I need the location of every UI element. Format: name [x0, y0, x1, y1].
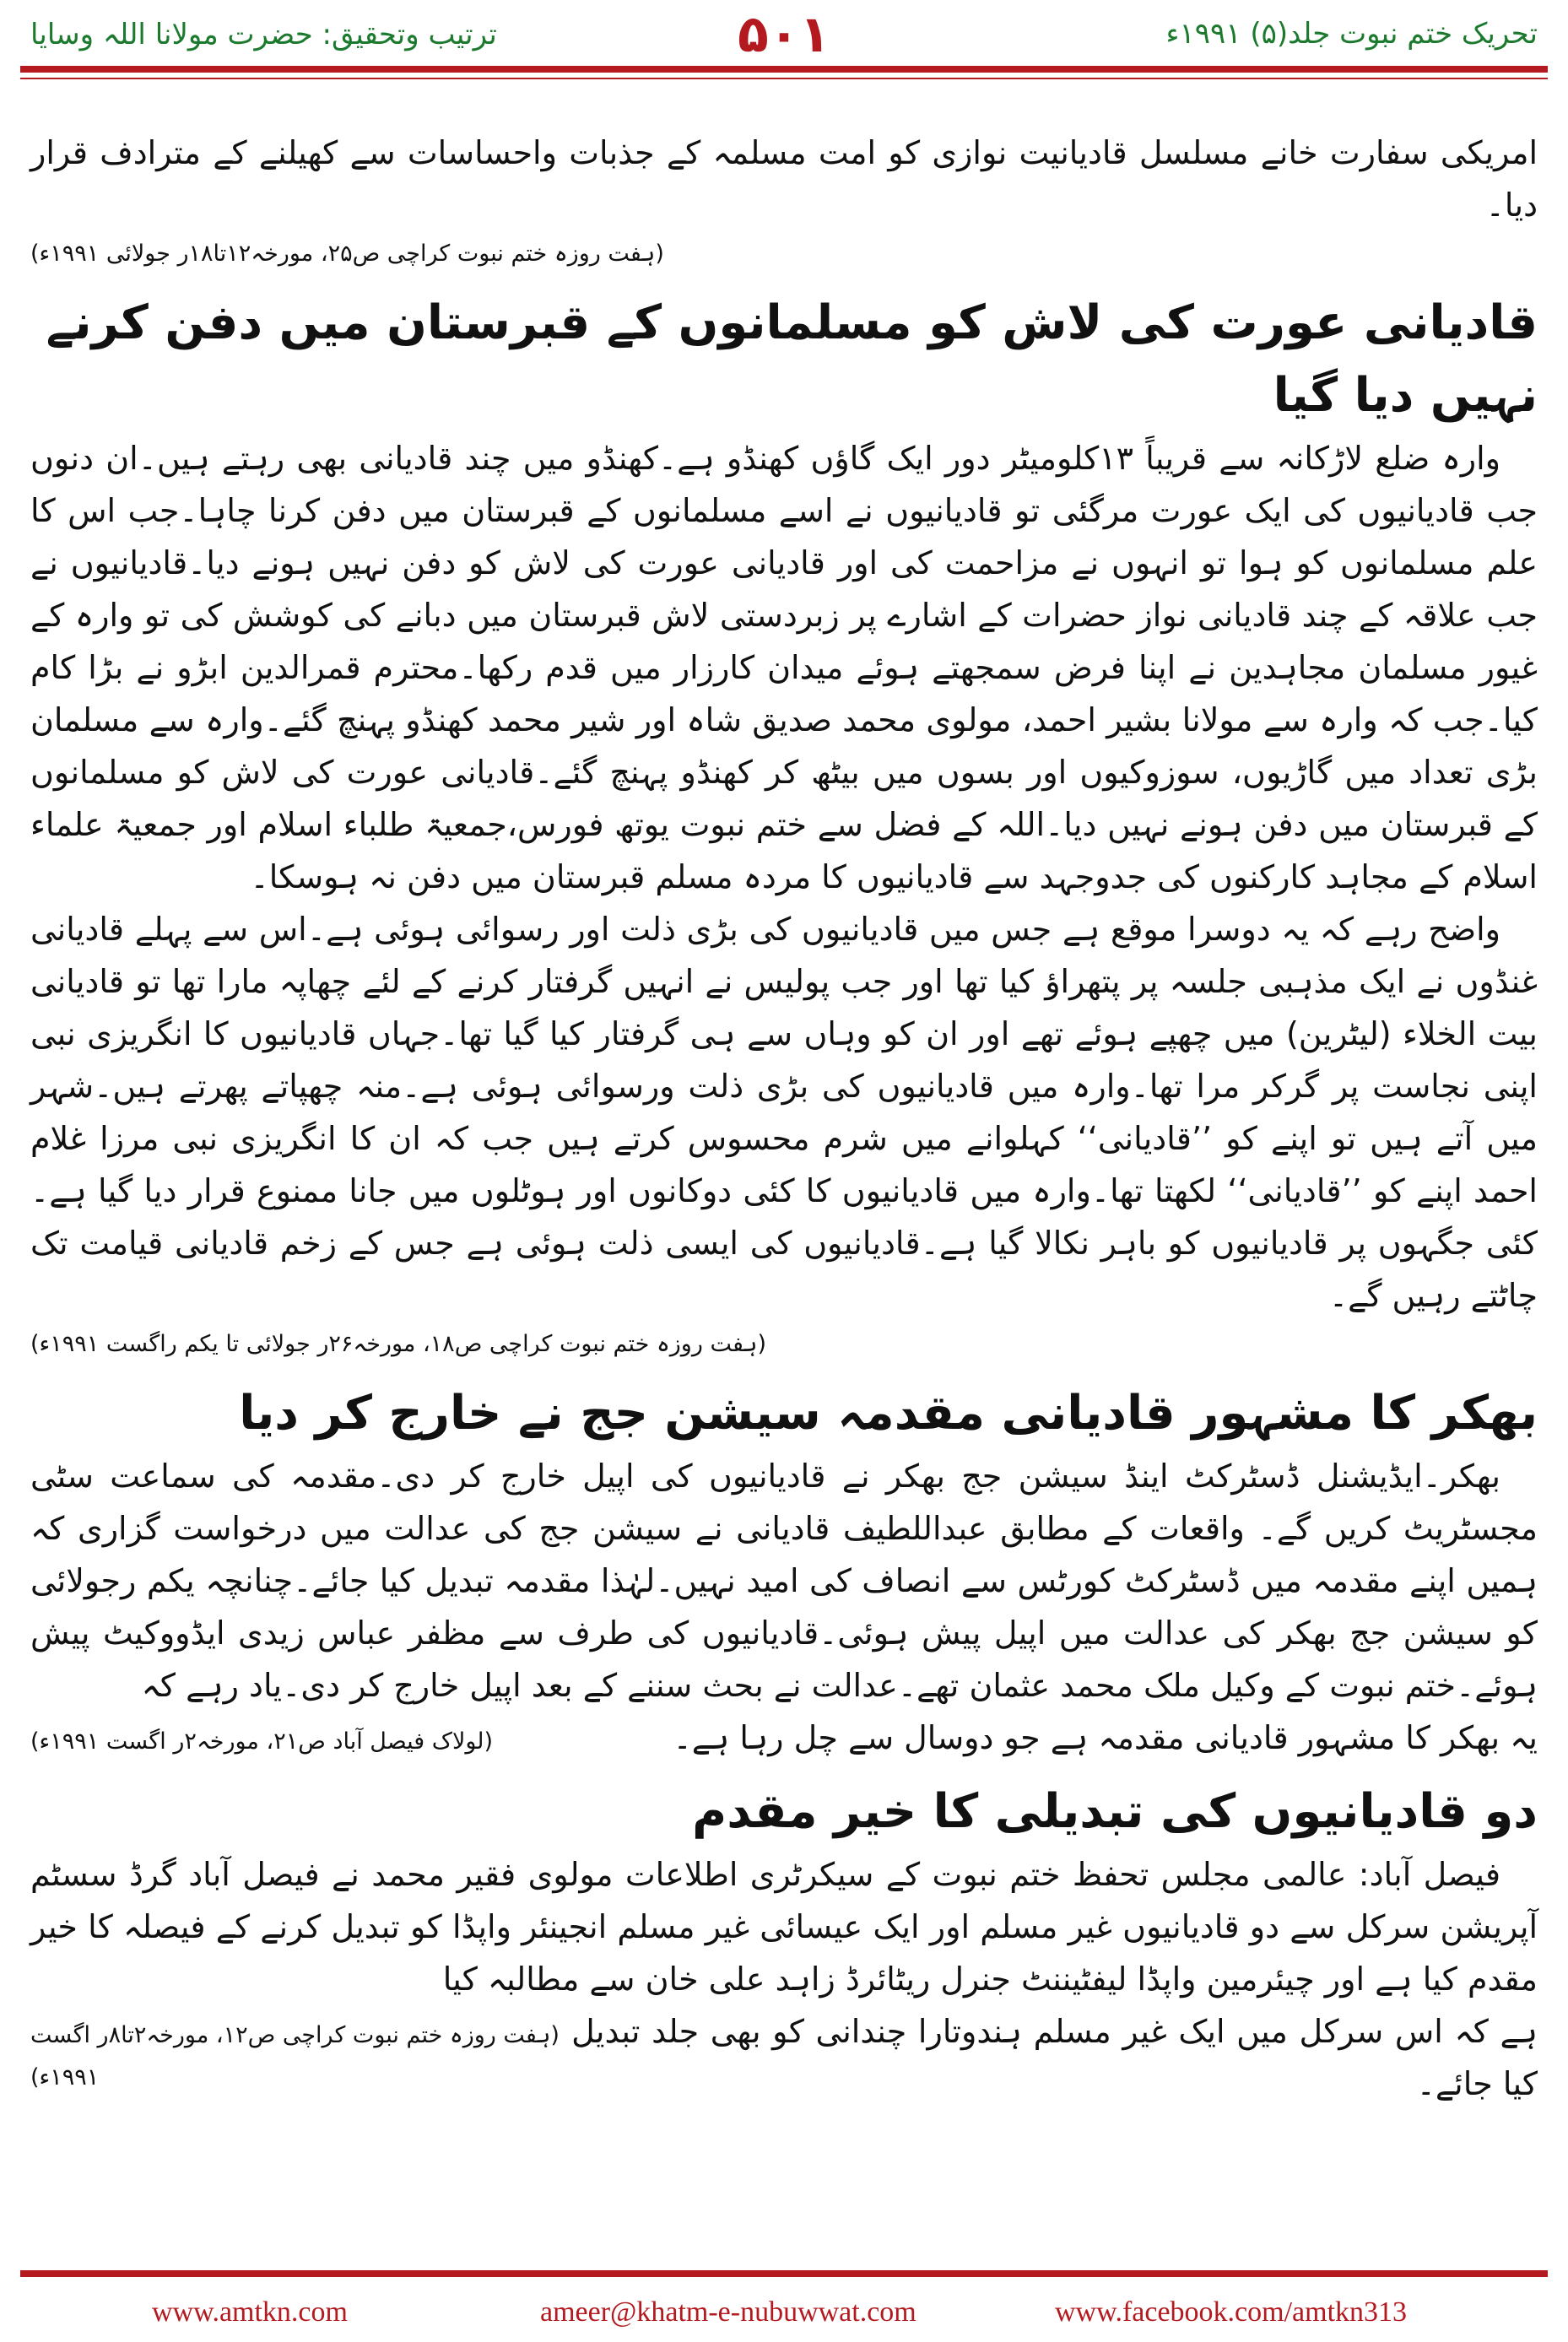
email-link[interactable]: ameer@khatm-e-nubuwwat.com — [540, 2296, 916, 2328]
page-footer — [0, 2283, 1568, 2342]
page-header — [0, 0, 1568, 103]
book-title: تحریک ختم نبوت جلد(۵) ۱۹۹۱ء — [1165, 17, 1538, 51]
burial-reference: (ہفت روزہ ختم نبوت کراچی ص۱۸، مورخہ۲۶ر جولائی تا یکم راگست ۱۹۹۱ء) — [30, 1331, 766, 1357]
website-link[interactable]: www.amtkn.com — [152, 2296, 348, 2328]
compiler-credit: ترتیب وتحقیق: حضرت مولانا اللہ وسایا — [30, 18, 497, 51]
transfer-paragraph: فیصل آباد: عالمی مجلس تحفظ ختم نبوت کے سیکرٹری اطلاعات مولوی فقیر محمد نے فیصل آباد گرڈ سسٹم آپریشن سرکل سے دو قادیانیوں غیر مسلم اور ایک عیسائی غیر مسلم انجینئر واپڈا کو تبدیل کرنے کے فیصلہ کا خیر مقدم کیا ہے اور چیئرمین واپڈا لیفٹیننٹ جنرل ریٹائرڈ زاہد علی خان سے مطالبہ کیا — [30, 1856, 1538, 1998]
header-divider — [20, 66, 1548, 73]
footer-divider — [20, 2270, 1548, 2277]
burial-paragraph-2: واضح رہے کہ یہ دوسرا موقع ہے جس میں قادیانیوں کی بڑی ذلت اور رسوائی ہوئی ہے۔اس سے پہلے قادیانی غنڈوں نے ایک مذہبی جلسہ پر پتھراؤ کیا تھا اور جب پولیس نے انہیں گرفتار کرنے کے لئے چھاپہ مارا تھا تو قادیانی بیت الخلاء (لیٹرین) میں چھپے ہوئے تھے اور ان کو وہاں سے ہی گرفتار کیا گیا تھا۔جہاں قادیانیوں کا انگریزی نبی اپنی نجاست پر گرکر مرا تھا۔وارہ میں قادیانیوں کی بڑی ذلت ورسوائی ہوئی ہے۔منہ چھپاتے پھرتے ہیں۔شہر میں آتے ہیں تو اپنے کو ’’قادیانی‘‘ کہلوانے میں شرم محسوس کرتے ہیں جب کہ ان کا انگریزی نبی مرزا غلام احمد اپنے کو ’’قادیانی‘‘ لکھتا تھا۔وارہ میں قادیانیوں کا کئی دوکانوں اور ہوٹلوں میں جانا ممنوع قرار دیا گیا ہے۔کئی جگہوں پر قادیانیوں کو باہر نکالا گیا ہے۔قادیانیوں کی ایسی ذلت ہوئی ہے جس کے زخم قادیانی قیامت تک چاٹتے رہیں گے۔ — [30, 911, 1538, 1314]
section-heading-burial: قادیانی عورت کی لاش کو مسلمانوں کے قبرستان میں دفن کرنے نہیں دیا گیا — [46, 295, 1538, 423]
transfer-last-line: ہے کہ اس سرکل میں ایک غیر مسلم ہندوتارا چندانی کو بھی جلد تبدیل کیا جائے۔ — [571, 2013, 1538, 2102]
section-heading-transfer: دو قادیانیوں کی تبدیلی کا خیر مقدم — [692, 1784, 1538, 1839]
burial-paragraph-1: وارہ ضلع لاڑکانہ سے قریباً ۱۳کلومیٹر دور ایک گاؤں کھنڈو ہے۔کھنڈو میں چند قادیانی بھی رہتے ہیں۔ان دنوں جب قادیانیوں کی ایک عورت مرگئی تو قادیانیوں نے اسے مسلمانوں کے قبرستان میں دفن کرنا چاہا۔جب اس کا علم مسلمانوں کو ہوا تو انہوں نے مزاحمت کی اور قادیانی عورت کی لاش کو دفن نہیں ہونے دیا۔قادیانیوں نے جب علاقہ کے چند قادیانی نواز حضرات کے اشارے پر زبردستی لاش قبرستان میں دبانے کی کوشش کی تو وارہ کے غیور مسلمان مجاہدین نے اپنا فرض سمجھتے ہوئے میدان کارزار میں قدم رکھا۔محترم قمرالدین ابڑو نے بڑا کام کیا۔جب کہ وارہ سے مولانا بشیر احمد، مولوی محمد صدیق شاہ اور شیر محمد کھنڈو پہنچ گئے۔وارہ سے مسلمان بڑی تعداد میں گاڑیوں، سوزوکیوں اور بسوں میں بیٹھ کر کھنڈو پہنچ گئے۔قادیانی عورت کی لاش کو مسلمانوں کے قبرستان میں دفن ہونے نہیں دیا۔اللہ کے فضل سے ختم نبوت یوتھ فورس،جمعیۃ طلباء اسلام اور جمعیۃ علماء اسلام کے مجاہد کارکنوں کی جدوجہد سے قادیانیوں کا مردہ مسلم قبرستان میں دفن نہ ہوسکا۔ — [30, 440, 1538, 895]
bhakkar-reference: (لولاک فیصل آباد ص۲۱، مورخہ۲ر اگست ۱۹۹۱ء) — [30, 1728, 494, 1755]
bhakkar-paragraph: بھکر۔ایڈیشنل ڈسٹرکٹ اینڈ سیشن جج بھکر نے قادیانیوں کی اپیل خارج کر دی۔مقدمہ کی سماعت سٹی مجسٹریٹ کریں گے۔ واقعات کے مطابق عبداللطیف قادیانی نے سیشن جج کی عدالت میں درخواست گزاری کہ ہمیں اپنے مقدمہ میں ڈسٹرکٹ کورٹس سے انصاف کی امید نہیں۔لہٰذا مقدمہ تبدیل کیا جائے۔چنانچہ یکم رجولائی کو سیشن جج بھکر کی عدالت میں اپیل پیش ہوئی۔قادیانیوں کی طرف سے مظفر عباس زیدی ایڈووکیٹ پیش ہوئے۔ختم نبوت کے وکیل ملک محمد عثمان تھے۔عدالت نے بحث سننے کے بعد اپیل خارج کر دی۔یاد رہے کہ — [30, 1458, 1538, 1704]
bhakkar-last-line-row — [30, 1712, 1538, 1764]
transfer-reference: (ہفت روزہ ختم نبوت کراچی ص۱۲، مورخہ۲تا۸ر اگست ۱۹۹۱ء) — [30, 2022, 560, 2090]
facebook-link[interactable]: www.facebook.com/amtkn313 — [1055, 2296, 1408, 2328]
article-body — [30, 127, 1538, 2110]
intro-paragraph: امریکی سفارت خانے مسلسل قادیانیت نوازی کو امت مسلمہ کے جذبات واحساسات سے کھیلنے کے مترادف قرار دیا۔ — [30, 134, 1538, 224]
bhakkar-last-line: یہ بھکر کا مشہور قادیانی مقدمہ ہے جو دوسال سے چل رہا ہے۔ — [673, 1719, 1538, 1756]
page-number: ۵۰۱ — [738, 5, 830, 64]
intro-reference: (ہفت روزہ ختم نبوت کراچی ص۲۵، مورخہ۱۲تا۱۸ر جولائی ۱۹۹۱ء) — [30, 241, 664, 267]
header-divider-thin — [20, 78, 1548, 79]
section-heading-bhakkar: بھکر کا مشہور قادیانی مقدمہ سیشن جج نے خارج کر دیا — [239, 1386, 1538, 1441]
transfer-last-line-row — [30, 2005, 1538, 2110]
